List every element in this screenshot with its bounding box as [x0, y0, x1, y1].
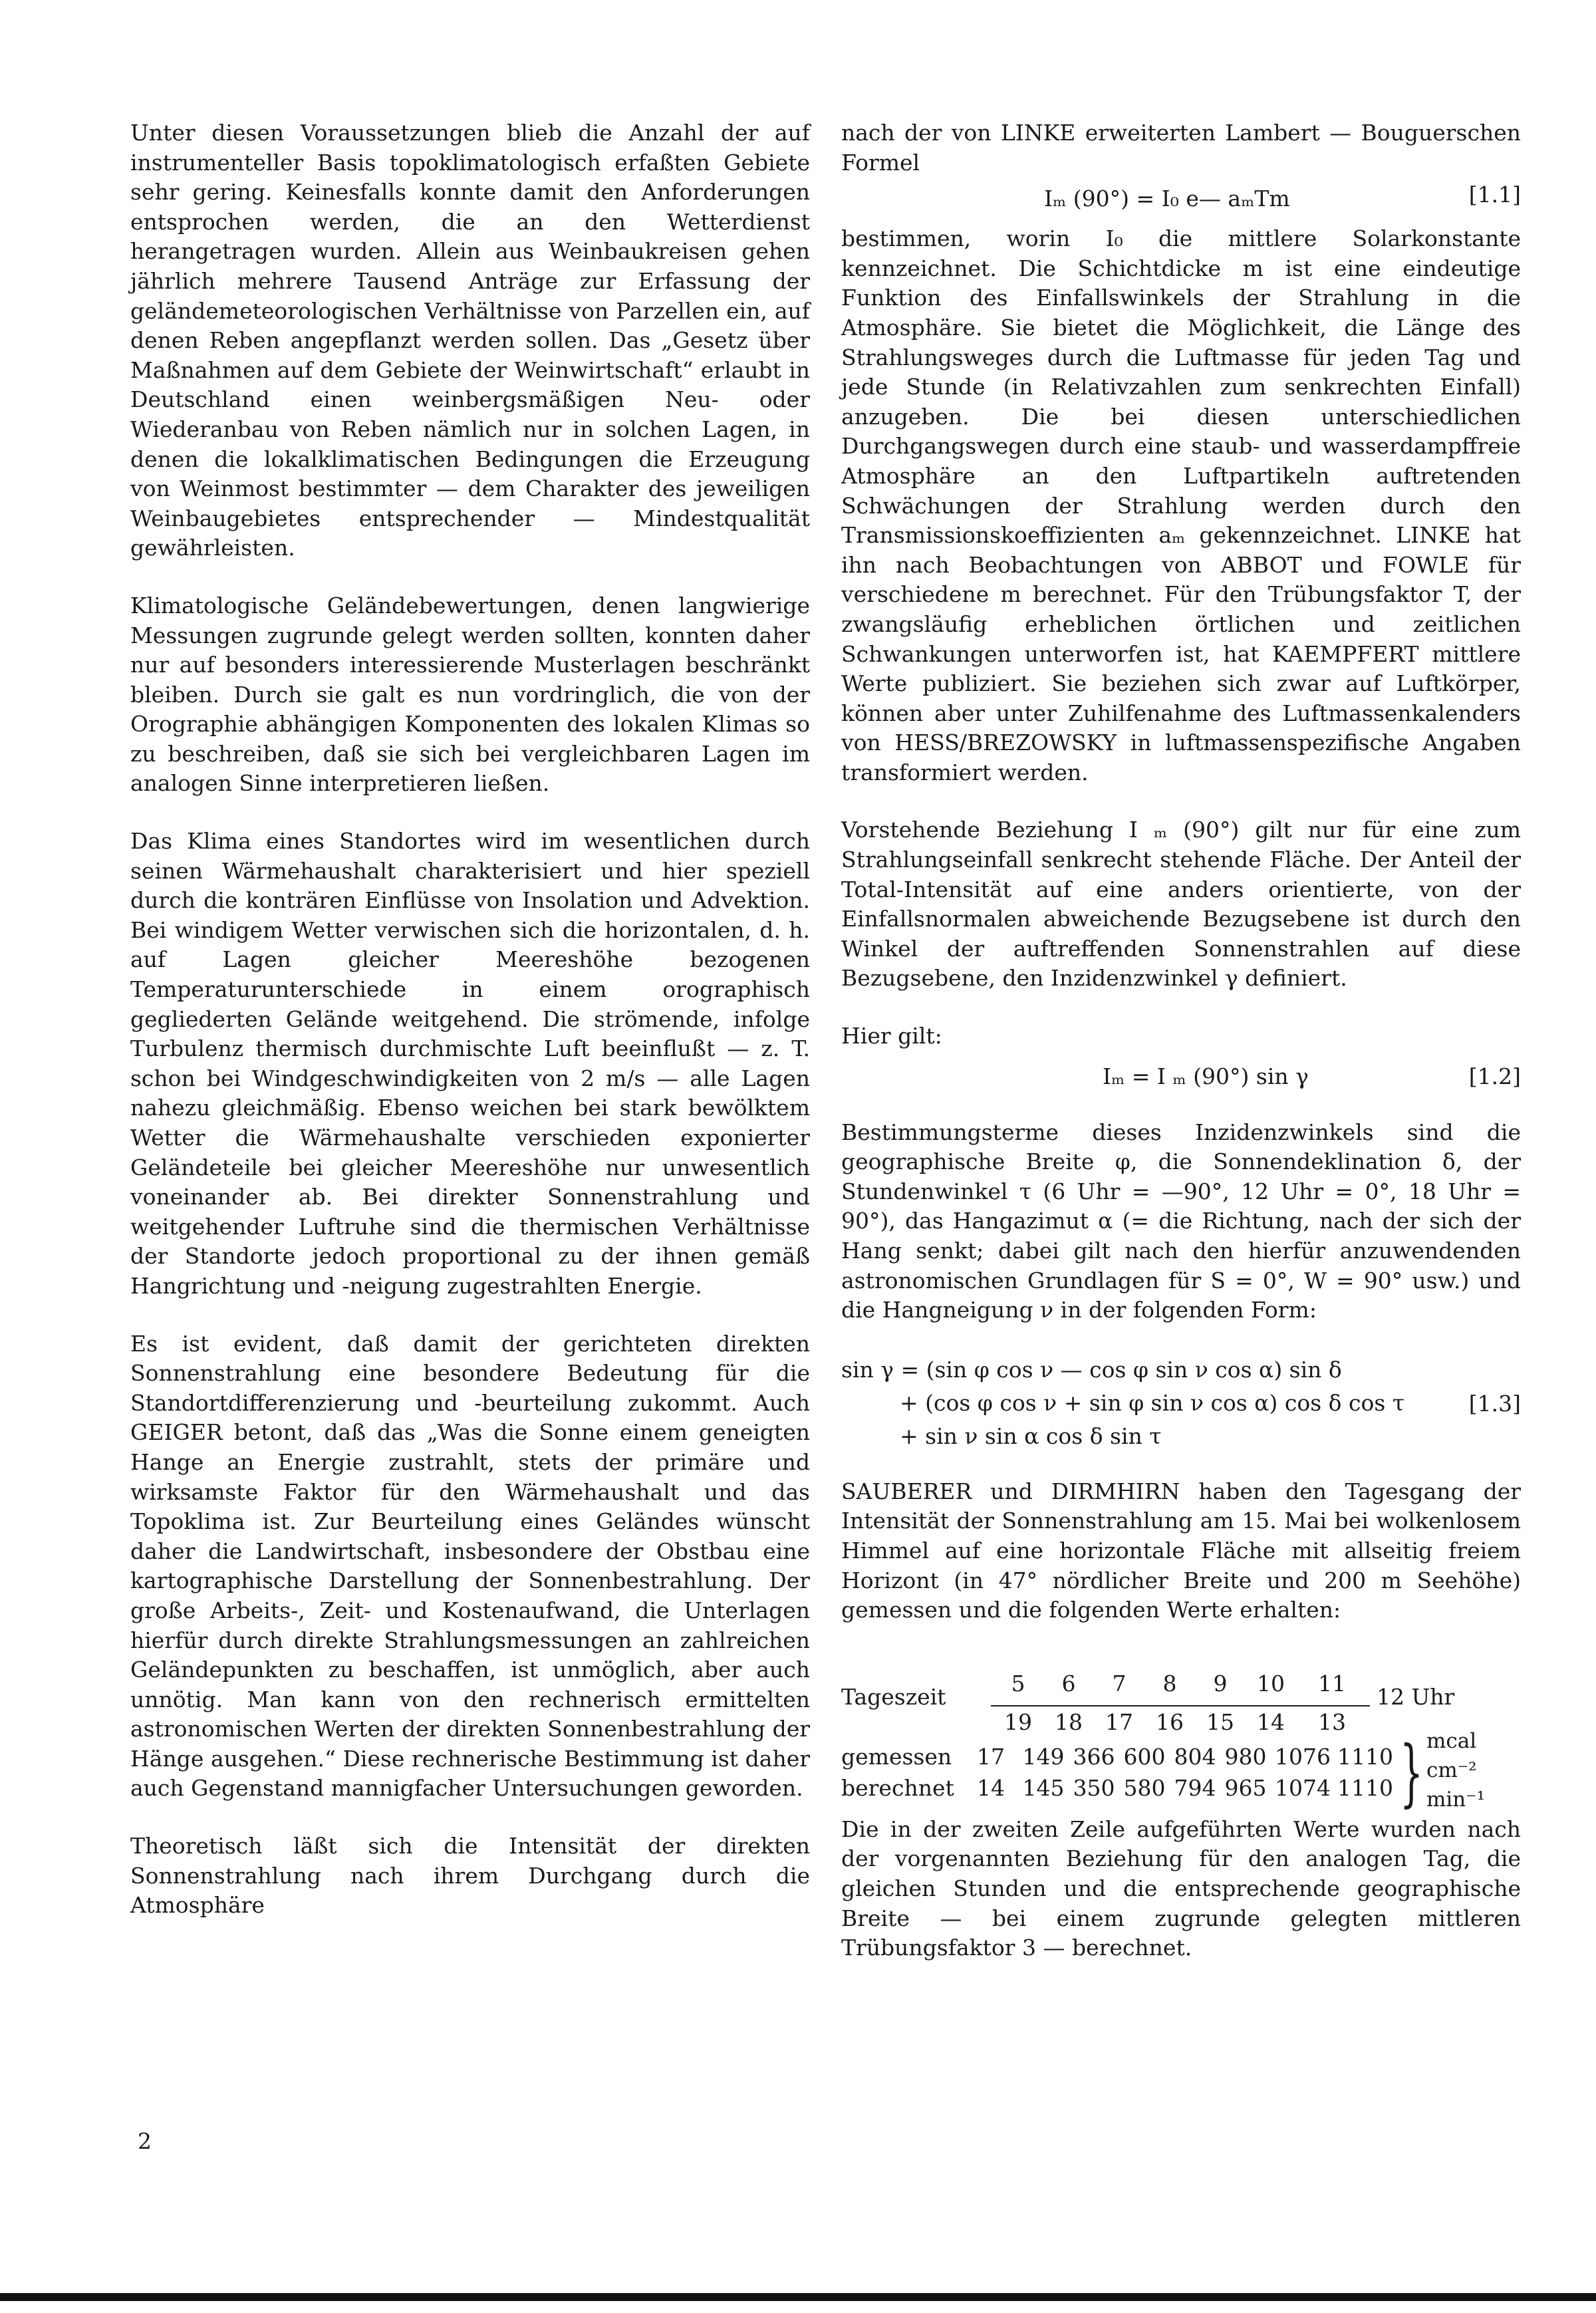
formula-number: [1.3] [1468, 1390, 1521, 1417]
table-label-calculated: berechnet [841, 1774, 954, 1801]
paragraph: Vorstehende Beziehung I ₘ (90°) gilt nur für eine zum Strahlungseinfall senkrecht stehende Fläche. Der Anteil der Total-Intensität auf eine anders orientierte, von der Einfallsnormalen abweichende Bezugsebene ist durch den Winkel der auftreffenden Sonnenstrahlen auf diese Bezugsebene, den Inzidenzwinkel γ definiert. [841, 817, 1521, 992]
table-cell: 600 [1123, 1743, 1166, 1770]
table-cell: 13 [1318, 1708, 1346, 1735]
table-label-measured: gemessen [841, 1743, 952, 1770]
paragraph: Klimatologische Geländebewertungen, denen langwierige Messungen zugrunde gelegt werden sollten, konnten daher nur auf besonders interessierende Musterlagen beschränkt bleiben. Durch sie galt es nun vordringlich, die von der Orographie abhängigen Komponenten des lokalen Klimas so zu beschreiben, daß sie sich bei vergleichbaren Lagen im analogen Sinne interpretieren ließen. [130, 592, 810, 797]
paragraph: Unter diesen Voraussetzungen blieb die Anzahl der auf instrumenteller Basis topoklimatologisch erfaßten Gebiete sehr gering. Keinesfalls konnte damit den Anforderungen entsprochen werden, die an den Wetterdienst herangetragen wurden. Allein aus Weinbaukreisen gehen jährlich mehrere Tausend Anträge zur Erfassung der geländemeteorologischen Verhältnisse von Parzellen ein, auf denen Reben angepflanzt werden sollen. Das „Gesetz über Maßnahmen auf dem Gebiete der Weinwirtschaft“ erlaubt in Deutschland einen weinbergsmäßigen Neu- oder Wiederanbau von Reben nämlich nur in solchen Lagen, in denen die lokalklimatischen Bedingungen die Erzeugung von Weinmost bestimmter — dem Charakter des jeweiligen Weinbaugebietes entsprechender — Mindestqualität gewährleisten. [130, 120, 810, 561]
table-cell: 7 [1112, 1670, 1127, 1697]
table-cell: 149 [1022, 1743, 1065, 1770]
table-label-time: Tageszeit [841, 1683, 946, 1710]
table-cell: 16 [1156, 1708, 1184, 1735]
table-cell: 804 [1174, 1743, 1216, 1770]
table-cell: 794 [1174, 1774, 1216, 1801]
table-unit: cm⁻² [1426, 1758, 1477, 1782]
table-rule [991, 1705, 1370, 1706]
formula-expression: Iₘ = I ₘ (90°) sin γ [1103, 1063, 1309, 1089]
table-cell: 350 [1073, 1774, 1115, 1801]
table-cell: 11 [1318, 1670, 1346, 1697]
bottom-rule [0, 2293, 1596, 2301]
paragraph: bestimmen, worin I₀ die mittlere Solarkonstante kennzeichnet. Die Schichtdicke m ist eine eindeutige Funktion des Einfallswinkels der Strahlung in die Atmosphäre. Sie bietet die Möglichkeit, die Länge des Strahlungsweges durch die Luftmasse für jeden Tag und jede Stunde (in Relativzahlen zum senkrechten Einfall) anzugeben. Die bei diesen unterschiedlichen Durchgangswegen durch eine staub- und wasserdampffreie Atmosphäre an den Luftpartikeln auftretenden Schwächungen der Strahlung werden durch den Transmissionskoeffizienten aₘ gekennzeichnet. LINKE hat ihn nach Beobachtungen von ABBOT und FOWLE für verschiedene m berechnet. Für den Trübungsfaktor T, der zwangsläufig erheblichen örtlichen und zeitlichen Schwankungen unterworfen ist, hat KAEMPFERT mittlere Werte publiziert. Sie beziehen sich zwar auf Luftkörper, können aber unter Zuhilfenahme des Luftmassenkalenders von HESS/BREZOWSKY in luftmassenspezifische Angaben transformiert werden. [841, 225, 1521, 785]
formula-number: [1.2] [1468, 1063, 1521, 1089]
formula-number: [1.1] [1468, 182, 1521, 208]
paragraph: Theoretisch läßt sich die Intensität der direkten Sonnenstrahlung nach ihrem Durchgang durch die Atmosphäre [130, 1833, 810, 1919]
left-column [130, 118, 810, 1949]
table-cell: 1110 [1337, 1743, 1393, 1770]
paragraph: Das Klima eines Standortes wird im wesentlichen durch seinen Wärmehaushalt charakterisiert und hier speziell durch die konträren Einflüsse von Insolation und Advektion. Bei windigem Wetter verwischen sich die horizontalen, d. h. auf Lagen gleicher Meereshöhe bezogenen Temperaturunterschiede in einem orographisch gegliederten Gelände weitgehend. Die strömende, infolge Turbulenz thermisch durchmischte Luft beeinflußt — z. T. schon bei Windgeschwindigkeiten von 2 m/s — alle Lagen nahezu gleichmäßig. Ebenso weichen bei stark bewölktem Wetter die Wärmehaushalte verschieden exponierter Geländeteile bei gleicher Meereshöhe nur unwesentlich voneinander ab. Bei direkter Sonnenstrahlung und weitgehender Luftruhe sind die thermischen Verhältnisse der Standorte jedoch proportional zu der ihnen gemäß Hangrichtung und -neigung zugestrahlten Energie. [130, 828, 810, 1299]
table-cell: 1074 [1275, 1774, 1331, 1801]
brace-icon: } [1400, 1729, 1423, 1815]
table-cell: 17 [977, 1743, 1005, 1770]
table-cell: 18 [1055, 1708, 1083, 1735]
formula-line: + (cos φ cos ν + sin φ sin ν cos α) cos δ cos τ [900, 1389, 1405, 1416]
formula-1-2 [841, 1059, 1521, 1094]
formula-1-1 [841, 178, 1521, 212]
paragraph: Die in der zweiten Zeile aufgeführten Werte wurden nach der vorgenannten Beziehung für den analogen Tag, die gleichen Stunden und die entsprechende geographische Breite — bei einem zugrunde gelegten mittleren Trübungsfaktor 3 — berechnet. [841, 1816, 1521, 1961]
paragraph: Hier gilt: [841, 1023, 942, 1049]
table-cell: 19 [1004, 1708, 1032, 1735]
table-cell: 366 [1073, 1743, 1115, 1770]
page-number: 2 [138, 2128, 152, 2154]
table-cell: 580 [1123, 1774, 1166, 1801]
table-cell: 8 [1162, 1670, 1177, 1697]
right-column [841, 118, 1521, 1991]
table-cell: 10 [1257, 1670, 1285, 1697]
table-cell: 965 [1224, 1774, 1267, 1801]
formula-line: + sin ν sin α cos δ sin τ [900, 1423, 1162, 1449]
table-cell: 14 [1257, 1708, 1285, 1735]
table-unit: min⁻¹ [1426, 1787, 1486, 1812]
paragraph: Es ist evident, daß damit der gerichteten direkten Sonnenstrahlung eine besondere Bedeutung für die Standortdifferenzierung und -beurteilung zukommt. Auch GEIGER betont, daß das „Was die Sonne einem geneigten Hange an Energie zustrahlt, stets der primäre und wirksamste Faktor für den Wärmehaushalt und das Topoklima ist. Zur Beurteilung eines Geländes wünscht daher die Landwirtschaft, insbesondere der Obstbau eine kartographische Darstellung der Sonnenbestrahlung. Der große Arbeits-, Zeit- und Kostenaufwand, die Unterlagen hierfür durch direkte Strahlungsmessungen an zahlreichen Geländepunkten zu beschaffen, ist unmöglich, aber auch unnötig. Man kann von den rechnerisch ermittelten astronomischen Werten der direkten Sonnenbestrahlung der Hänge ausgehen.“ Diese rechnerische Bestimmung ist daher auch Gegenstand mannigfacher Untersuchungen geworden. [130, 1330, 810, 1802]
formula-expression: Iₘ (90°) = I₀ e— aₘTm [1044, 186, 1290, 212]
table-cell: 5 [1011, 1670, 1025, 1697]
table-cell: 15 [1206, 1708, 1234, 1735]
table-cell: 14 [977, 1774, 1005, 1801]
table-cell: 145 [1022, 1774, 1065, 1801]
table-noon: 12 Uhr [1377, 1683, 1455, 1710]
table-cell: 17 [1105, 1708, 1133, 1735]
paragraph: SAUBERER und DIRMHIRN haben den Tagesgang der Intensität der Sonnenstrahlung am 15. Mai bei wolkenlosem Himmel auf eine horizontale Fläche mit allseitig freiem Horizont (in 47° nördlicher Breite und 200 m Seehöhe) gemessen und die folgenden Werte erhalten: [841, 1478, 1521, 1623]
table-cell: 1076 [1275, 1743, 1331, 1770]
table-cell: 980 [1224, 1743, 1267, 1770]
radiation-table [841, 1639, 1521, 1815]
paragraph: nach der von LINKE erweiterten Lambert — Bouguerschen Formel [841, 120, 1521, 176]
formula-line: sin γ = (sin φ cos ν — cos φ sin ν cos α) sin δ [841, 1356, 1342, 1383]
table-cell: 6 [1061, 1670, 1076, 1697]
table-cell: 9 [1213, 1670, 1228, 1697]
table-unit: mcal [1426, 1728, 1477, 1753]
paragraph: Bestimmungsterme dieses Inzidenzwinkels sind die geographische Breite φ, die Sonnendeklination δ, der Stundenwinkel τ (6 Uhr = —90°, 12 Uhr = 0°, 18 Uhr = 90°), das Hangazimut α (= die Richtung, nach der sich der Hang senkt; dabei gilt nach den hierfür anzuwendenden astronomischen Grundlagen für S = 0°, W = 90° usw.) und die Hangneigung ν in der folgenden Form: [841, 1119, 1521, 1323]
table-cell: 1110 [1337, 1774, 1393, 1801]
formula-1-3 [841, 1353, 1521, 1453]
